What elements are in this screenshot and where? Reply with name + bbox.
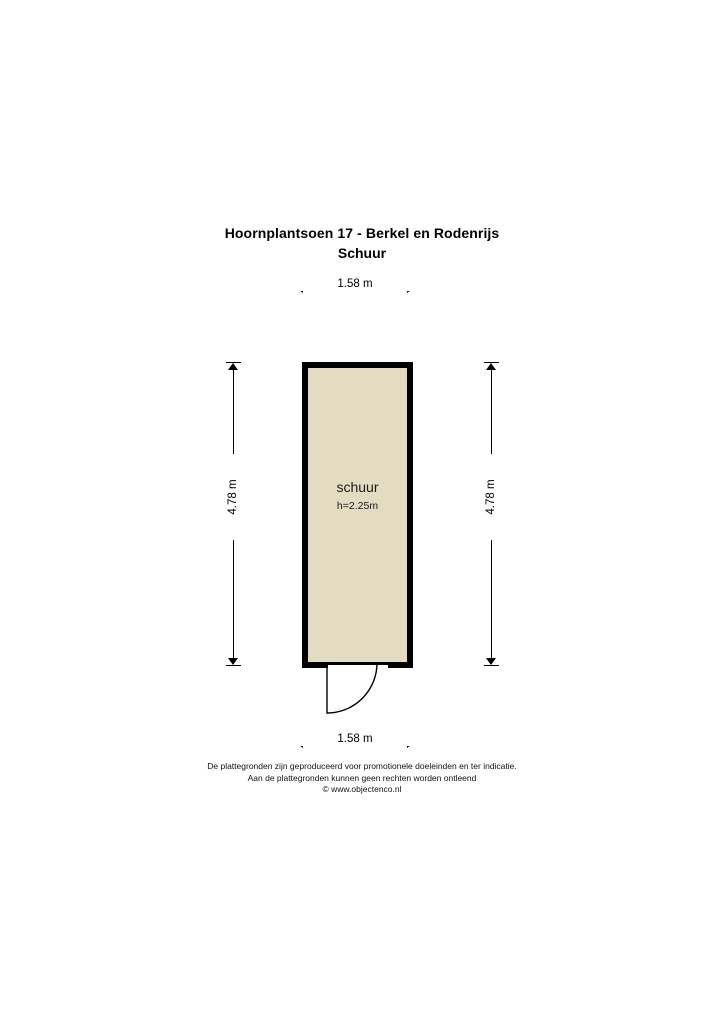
footer-copyright: © www.objectenco.nl [322,784,402,794]
room-outline-schuur [302,362,413,668]
dimension-bottom-label: 1.58 m [295,732,415,746]
dimension-bottom [295,733,415,755]
dimension-top [295,278,415,300]
room-height-label: h=2.25m [336,500,379,512]
arrow-down-icon [228,658,238,665]
door-swing-icon [326,663,388,715]
footer-line-2: Aan de plattegronden kunnen geen rechten worden ontleend [247,772,477,783]
dimension-left-label: 4.78 m [226,454,240,540]
dimension-left [222,362,244,666]
dimension-left-cap-bottom [226,665,241,666]
arrow-up-icon [486,363,496,370]
title-block [0,224,724,263]
dimension-right [480,362,502,666]
footer-line-1: De plattegronden zijn geproduceerd voor promotionele doeleinden en ter indicatie. [207,761,517,771]
arrow-down-icon [486,658,496,665]
footer-disclaimer [0,761,724,796]
arrow-up-icon [228,363,238,370]
page-title: Hoornplantsoen 17 - Berkel en Rodenrijs [224,225,500,241]
dimension-right-label: 4.78 m [484,454,498,540]
page-subtitle: Schuur [337,245,387,261]
dimension-top-label: 1.58 m [295,277,415,291]
room-label: schuur [336,479,379,495]
dimension-right-cap-bottom [484,665,499,666]
